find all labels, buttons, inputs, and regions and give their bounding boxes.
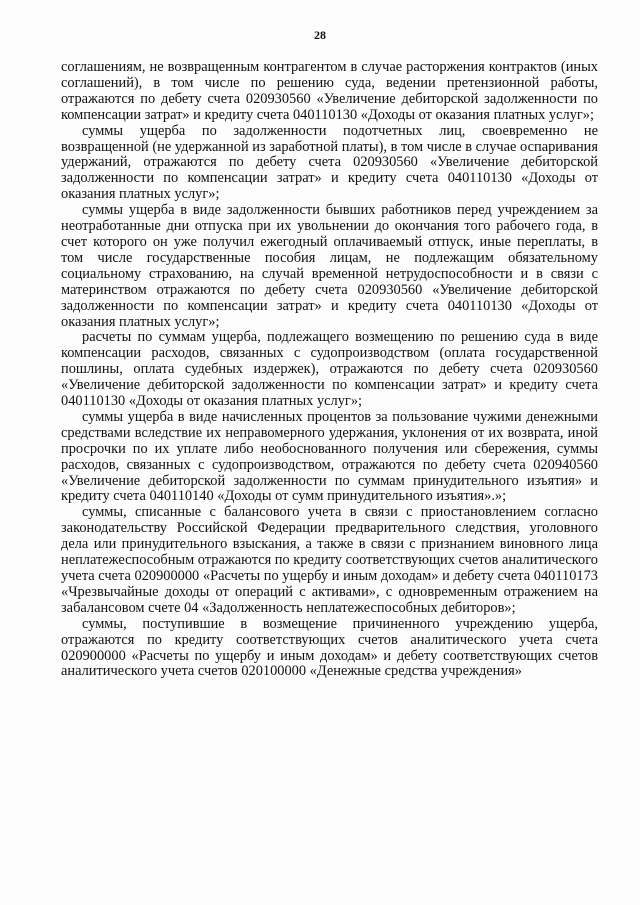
paragraph-2: суммы ущерба по задолженности подотчетных лиц, своевременно не возвращенной (не удержанной из заработной платы), в том числе в случае оспаривания удержаний, отражаются по дебету счета 020930560 «Увеличение дебиторской задолженности по компенсации затрат» и кредиту счета 040110130 «Доходы от оказания платных услуг»; xyxy=(61,122,598,203)
page-number: 28 xyxy=(314,28,326,42)
paragraph-3: суммы ущерба в виде задолженности бывших работников перед учреждением за неотработанные дни отпуска при их увольнении до окончания того рабочего года, в счет которого он уже получил ежегодный оплачиваемый отпуск, иные переплаты, в том числе государственные пособия лицам, не подлежащим обязательному социальному страхованию, на случай временной нетрудоспособности и в связи с материнством отражаются по дебету счета 020930560 «Увеличение дебиторской задолженности по компенсации затрат» и кредиту счета 040110130 «Доходы от оказания платных услуг»; xyxy=(61,202,598,330)
document-body xyxy=(61,60,598,680)
paragraph-7: суммы, поступившие в возмещение причиненного учреждению ущерба, отражаются по кредиту соответствующих счетов аналитического учета счета 020900000 «Расчеты по ущербу и иным доходам» и дебету соответствующих счетов аналитического учета счетов 020100000 «Денежные средства учреждения» xyxy=(61,615,598,680)
paragraph-4: расчеты по суммам ущерба, подлежащего возмещению по решению суда в виде компенсации расходов, связанных с судопроизводством (оплата государственной пошлины, оплата судебных издержек), отражаются по дебету счета 020930560 «Увеличение дебиторской задолженности по компенсации затрат» и кредиту счета 040110130 «Доходы от оказания платных услуг»; xyxy=(61,329,598,410)
paragraph-5: суммы ущерба в виде начисленных процентов за пользование чужими денежными средствами вследствие их неправомерного удержания, уклонения от их возврата, иной просрочки по их уплате либо необоснованного получения или сбережения, суммы расходов, связанных с судопроизводством, отражаются по дебету счета 020940560 «Увеличение дебиторской задолженности по суммам принудительного изъятия» и кредиту счета 040110140 «Доходы от сумм принудительного изъятия».»; xyxy=(61,408,598,505)
paragraph-1: соглашениям, не возвращенным контрагентом в случае расторжения контрактов (иных соглашений), в том числе по решению суда, ведении претензионной работы, отражаются по дебету счета 020930560 «Увеличение дебиторской задолженности по компенсации затрат» и кредиту счета 040110130 «Доходы от оказания платных услуг»; xyxy=(61,59,598,123)
paragraph-6: суммы, списанные с балансового учета в связи с приостановлением согласно законодательству Российской Федерации предварительного следствия, уголовного дела или принудительного взыскания, а также в связи с признанием виновного лица неплатежеспособным отражаются по кредиту соответствующих счетов аналитического учета счета 020900000 «Расчеты по ущербу и иным доходам» и дебету счета 040110173 «Чрезвычайные доходы от операций с активами», с одновременным отражением на забалансовом счете 04 «Задолженность неплатежеспособных дебиторов»; xyxy=(61,504,598,616)
